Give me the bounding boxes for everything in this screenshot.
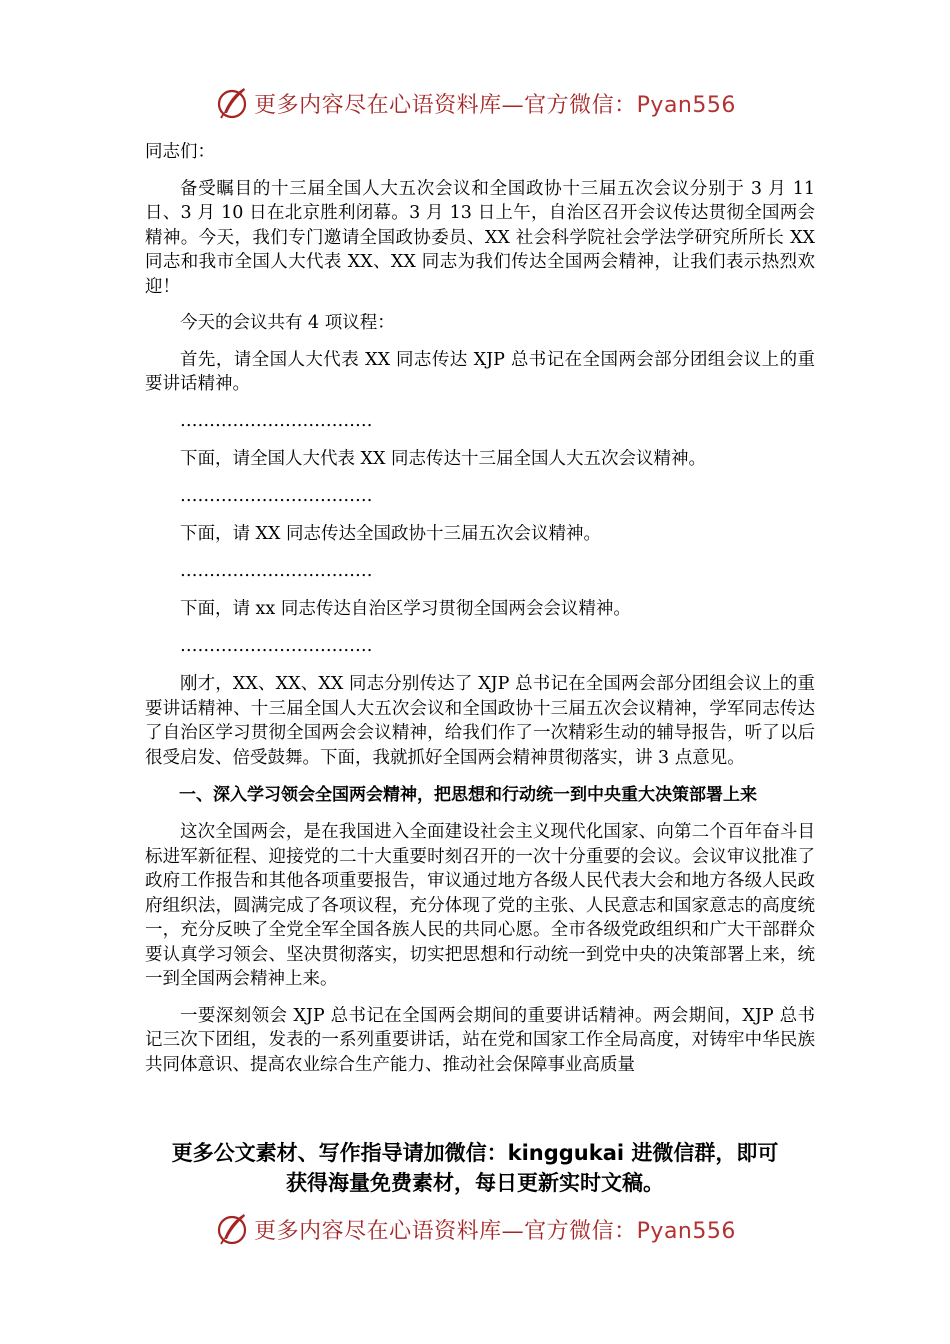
ellipsis-line: …………………………… <box>180 410 373 431</box>
banner-text: 更多内容尽在心语资料库—官方微信：Pyan556 <box>254 92 736 118</box>
ellipsis-line: …………………………… <box>180 485 373 506</box>
paragraph-point-1: 一要深刻领会 XJP 总书记在全国两会期间的重要讲话精神。两会期间，XJP 总书记三次下团组，发表的一系列重要讲话，站在党和国家工作全局高度，对铸牢中华民族共同体意识、提高农业综合生产能力、推动社会保障事业高质量 <box>145 1005 815 1075</box>
greeting: 同志们： <box>145 142 215 162</box>
promo-line-1: 更多公文素材、写作指导请加微信：kinggukai 进微信群，即可 <box>171 1141 779 1165</box>
ellipsis-line: …………………………… <box>180 635 373 656</box>
quill-logo-icon <box>214 1211 250 1247</box>
wechat-id: Pyan556 <box>636 1218 736 1244</box>
paragraph-section-1: 这次全国两会，是在我国进入全面建设社会主义现代化国家、向第二个百年奋斗目标进军新征程、迎接党的二十大重要时刻召开的一次十分重要的会议。会议审议批准了政府工作报告和其他各项重要报告，审议通过地方各级人民代表大会和地方各级人民政府组织法，圆满完成了各项议程，充分体现了党的主张、人民意志和国家意志的高度统一，充分反映了全党全军全国各族人民的共同心愿。全市各级党政组织和广大干部群众要认真学习领会、坚决贯彻落实，切实把思想和行动统一到党中央的决策部署上来，统一到全国两会精神上来。 <box>145 822 815 989</box>
quill-logo-icon <box>214 85 250 121</box>
promo-line-2: 获得海量免费素材，每日更新实时文稿。 <box>286 1171 664 1195</box>
header-banner <box>0 80 950 126</box>
document-body <box>145 140 815 1089</box>
banner-text: 更多内容尽在心语资料库—官方微信：Pyan556 <box>254 1218 736 1244</box>
paragraph-summary: 刚才，XX、XX、XX 同志分别传达了 XJP 总书记在全国两会部分团组会议上的重要讲话精神、十三届全国人大五次会议和全国政协十三届五次会议精神，学军同志传达了自治区学习贯彻全国两会会议精神，给我们作了一次精彩生动的辅导报告，听了以后很受启发、倍受鼓舞。下面，我就抓好全国两会精神贯彻落实，讲 3 点意见。 <box>145 674 815 768</box>
promo-notice <box>0 1138 950 1198</box>
footer-banner <box>0 1206 950 1252</box>
ellipsis-line: …………………………… <box>180 560 373 581</box>
paragraph-item-4: 下面，请 xx 同志传达自治区学习贯彻全国两会会议精神。 <box>180 599 631 619</box>
paragraph-item-1: 首先，请全国人大代表 XX 同志传达 XJP 总书记在全国两会部分团组会议上的重要讲话精神。 <box>145 349 815 394</box>
paragraph-item-3: 下面，请 XX 同志传达全国政协十三届五次会议精神。 <box>180 524 602 544</box>
paragraph-agenda: 今天的会议共有 4 项议程： <box>180 313 395 333</box>
wechat-id: Pyan556 <box>636 92 736 118</box>
section-heading-1: 一、深入学习领会全国两会精神，把思想和行动统一到中央重大决策部署上来 <box>179 785 757 805</box>
paragraph-intro: 备受瞩目的十三届全国人大五次会议和全国政协十三届五次会议分别于 3 月 11 日、3 月 10 日在北京胜利闭幕。3 月 13 日上午，自治区召开会议传达贯彻全国两会精神。今天，我们专门邀请全国政协委员、XX 社会科学院社会学法学研究所所长 XX 同志和我市全国人大代表 XX、XX 同志为我们传达全国两会精神，让我们表示热烈欢迎！ <box>145 178 815 297</box>
paragraph-item-2: 下面，请全国人大代表 XX 同志传达十三届全国人大五次会议精神。 <box>180 449 707 469</box>
